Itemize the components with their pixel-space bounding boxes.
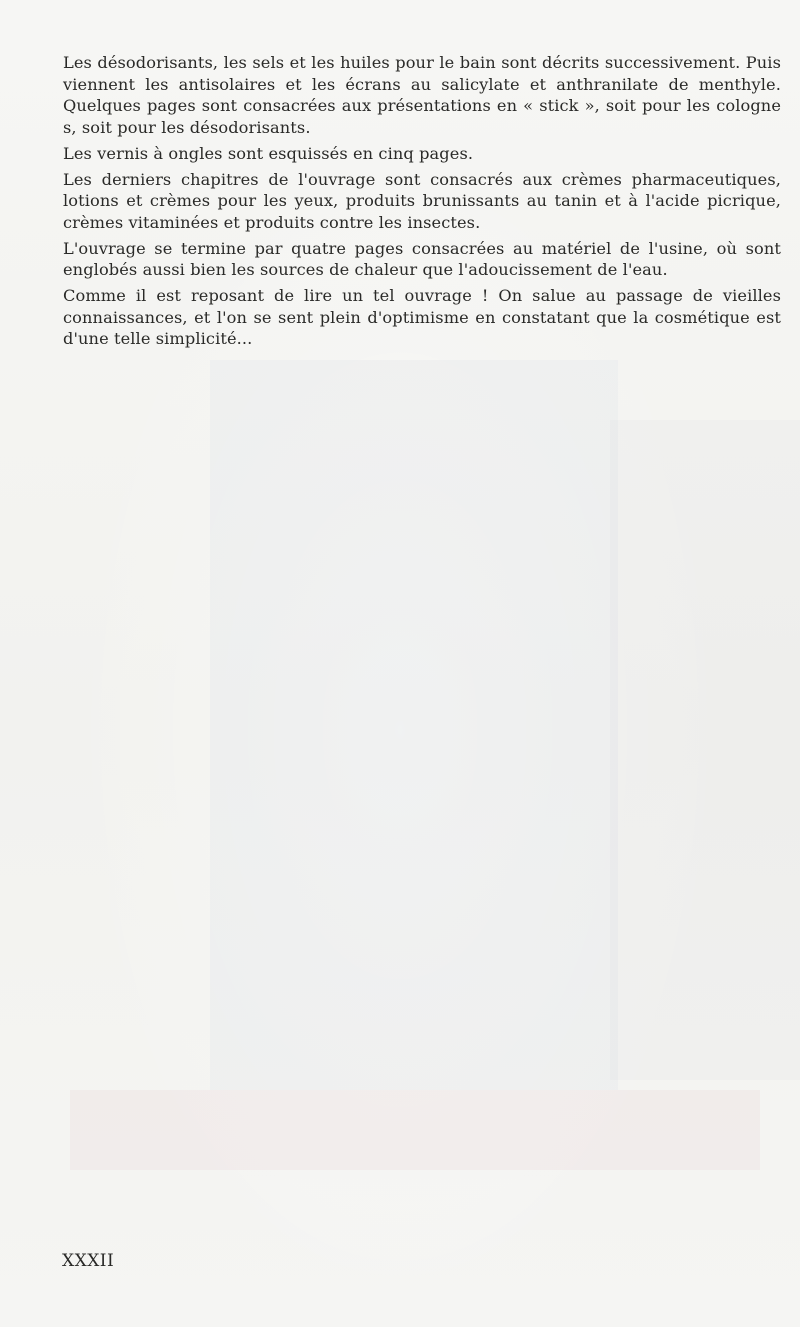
paragraph-2: Les vernis à ongles sont esquissés en cinq pages. [63,143,474,163]
show-through-banner [70,1090,760,1170]
show-through-image [210,360,618,1090]
paragraph-4: L'ouvrage se termine par quatre pages consacrées au matériel de l'usine, où sont englobés aussi bien les sources de chaleur que l'adoucissement de l'eau. [63,238,781,279]
paragraph-5: Comme il est reposant de lire un tel ouvrage ! On salue au passage de vieilles connaissances, et l'on se sent plein d'optimisme en constatant que la cosmétique est d'une telle simplicité... [63,286,781,348]
paragraph-3: Les derniers chapitres de l'ouvrage sont consacrés aux crèmes pharmaceutiques, lotions et crèmes pour les yeux, produits brunissants au tanin et à l'acide picrique, crèmes vitaminées et produits contre les insectes. [63,169,781,232]
paragraph-1: Les désodorisants, les sels et les huiles pour le bain sont décrits successivement. Puis viennent les antisolaires et les écrans au salicylate et anthranilate de menthyle. Quelques pages sont consacrées aux présentations en « stick », soit pour les cologne s, soit pour les désodorisants. [63,53,781,137]
page-number: XXXII [62,1251,115,1271]
body-text [63,52,781,354]
show-through-text [610,420,800,1080]
